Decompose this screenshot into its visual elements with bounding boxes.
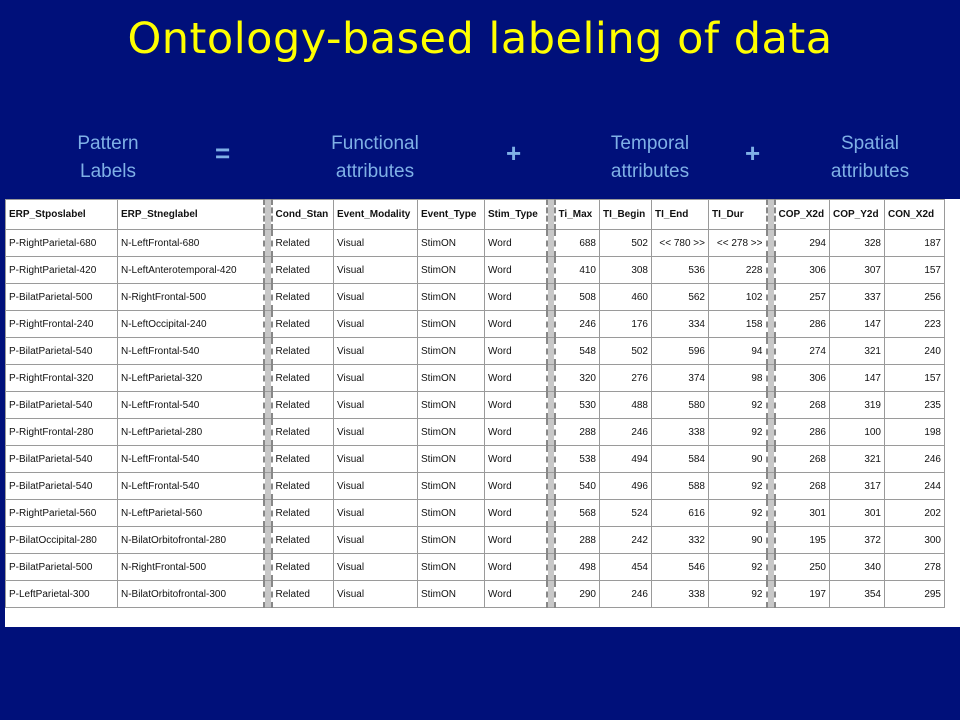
table-cell[interactable]: 288 <box>555 419 600 446</box>
col-header[interactable]: Ti_Max <box>555 200 600 230</box>
column-separator <box>264 257 272 284</box>
table-cell[interactable]: StimON <box>418 419 485 446</box>
table-cell[interactable]: Related <box>272 257 334 284</box>
table-cell[interactable]: 317 <box>830 473 885 500</box>
table-cell[interactable]: 530 <box>555 392 600 419</box>
table-cell[interactable]: Related <box>272 446 334 473</box>
table-cell[interactable]: Word <box>485 257 547 284</box>
table-row <box>6 338 945 365</box>
table-cell[interactable]: 100 <box>830 419 885 446</box>
table-cell[interactable]: 92 <box>709 500 767 527</box>
column-separator <box>547 527 555 554</box>
table-cell[interactable]: 354 <box>830 581 885 608</box>
column-separator <box>767 230 775 257</box>
column-separator <box>767 392 775 419</box>
table-cell[interactable]: N-LeftFrontal-540 <box>118 446 264 473</box>
table-cell[interactable]: 460 <box>600 284 652 311</box>
table-cell[interactable]: 524 <box>600 500 652 527</box>
table-cell[interactable]: 286 <box>775 311 830 338</box>
table-cell[interactable]: Word <box>485 284 547 311</box>
table-cell[interactable]: Related <box>272 473 334 500</box>
column-separator <box>547 284 555 311</box>
table-cell[interactable]: 90 <box>709 527 767 554</box>
table-cell[interactable]: N-RightFrontal-500 <box>118 554 264 581</box>
column-separator <box>264 554 272 581</box>
table-cell[interactable]: 498 <box>555 554 600 581</box>
table-cell[interactable]: 321 <box>830 446 885 473</box>
table-cell[interactable]: N-LeftAnterotemporal-420 <box>118 257 264 284</box>
column-separator <box>264 419 272 446</box>
table-cell[interactable]: 546 <box>652 554 709 581</box>
column-separator <box>264 446 272 473</box>
table-cell[interactable]: 300 <box>885 527 945 554</box>
column-separator <box>547 392 555 419</box>
table-cell[interactable]: 92 <box>709 473 767 500</box>
table-cell[interactable]: 294 <box>775 230 830 257</box>
table-cell[interactable]: N-LeftFrontal-540 <box>118 338 264 365</box>
table-cell[interactable]: StimON <box>418 311 485 338</box>
table-cell[interactable]: 319 <box>830 392 885 419</box>
table-cell[interactable]: Related <box>272 392 334 419</box>
table-cell[interactable]: StimON <box>418 392 485 419</box>
table-cell[interactable]: 290 <box>555 581 600 608</box>
table-cell[interactable]: N-LeftFrontal-540 <box>118 392 264 419</box>
table-cell[interactable]: N-BilatOrbitofrontal-280 <box>118 527 264 554</box>
column-separator <box>767 500 775 527</box>
col-header[interactable]: Stim_Type <box>485 200 547 230</box>
column-separator <box>264 338 272 365</box>
table-cell[interactable]: 540 <box>555 473 600 500</box>
table-cell[interactable]: 301 <box>830 500 885 527</box>
table-cell[interactable]: Visual <box>334 392 418 419</box>
table-cell[interactable]: N-LeftOccipital-240 <box>118 311 264 338</box>
table-cell[interactable]: 246 <box>555 311 600 338</box>
column-separator <box>767 446 775 473</box>
table-cell[interactable]: 246 <box>600 419 652 446</box>
table-cell[interactable]: 157 <box>885 257 945 284</box>
column-separator <box>264 230 272 257</box>
spreadsheet <box>5 199 960 627</box>
table-cell[interactable]: Word <box>485 338 547 365</box>
table-cell[interactable]: 276 <box>600 365 652 392</box>
table-cell[interactable]: Word <box>485 527 547 554</box>
column-separator <box>767 284 775 311</box>
functional-attributes-header: Functional attributes <box>331 133 419 182</box>
col-header[interactable]: ERP_Stneglabel <box>118 200 264 230</box>
table-row <box>6 419 945 446</box>
table-cell[interactable]: 688 <box>555 230 600 257</box>
table-cell[interactable]: 198 <box>885 419 945 446</box>
table-cell[interactable]: Visual <box>334 257 418 284</box>
table-cell[interactable]: 374 <box>652 365 709 392</box>
table-cell[interactable]: Visual <box>334 338 418 365</box>
table-cell[interactable]: Visual <box>334 284 418 311</box>
table-cell[interactable]: 332 <box>652 527 709 554</box>
table-row <box>6 284 945 311</box>
col-header[interactable]: Event_Modality <box>334 200 418 230</box>
table-cell[interactable]: << 278 >> <box>709 230 767 257</box>
col-header[interactable]: TI_End <box>652 200 709 230</box>
table-cell[interactable]: 334 <box>652 311 709 338</box>
table-cell[interactable]: 240 <box>885 338 945 365</box>
table-cell[interactable]: 288 <box>555 527 600 554</box>
column-separator <box>547 257 555 284</box>
table-cell[interactable]: 242 <box>600 527 652 554</box>
table-cell[interactable]: 268 <box>775 392 830 419</box>
col-header[interactable]: TI_Dur <box>709 200 767 230</box>
column-separator <box>767 338 775 365</box>
table-row <box>6 581 945 608</box>
table-cell[interactable]: Visual <box>334 527 418 554</box>
table-cell[interactable]: 268 <box>775 473 830 500</box>
column-separator <box>264 284 272 311</box>
table-cell[interactable]: 250 <box>775 554 830 581</box>
col-header[interactable]: COP_Y2d <box>830 200 885 230</box>
table-cell[interactable]: 301 <box>775 500 830 527</box>
slide-title: Ontology-based labeling of data <box>127 14 833 64</box>
table-cell[interactable]: StimON <box>418 446 485 473</box>
column-separator <box>767 200 775 230</box>
table-cell[interactable]: Related <box>272 284 334 311</box>
data-table <box>5 199 945 608</box>
table-cell[interactable]: 454 <box>600 554 652 581</box>
table-cell[interactable]: 246 <box>885 446 945 473</box>
table-cell[interactable]: 338 <box>652 419 709 446</box>
table-cell[interactable]: 246 <box>600 581 652 608</box>
column-separator <box>767 365 775 392</box>
plus-sign-2: + <box>745 138 761 168</box>
table-cell[interactable]: N-LeftFrontal-540 <box>118 473 264 500</box>
table-row <box>6 554 945 581</box>
table-cell[interactable]: 158 <box>709 311 767 338</box>
table-cell[interactable]: Related <box>272 527 334 554</box>
table-cell[interactable]: P-BilatParietal-540 <box>6 338 118 365</box>
table-cell[interactable]: 562 <box>652 284 709 311</box>
table-cell[interactable]: Word <box>485 500 547 527</box>
column-separator <box>767 527 775 554</box>
table-row <box>6 446 945 473</box>
table-cell[interactable]: Visual <box>334 473 418 500</box>
table-cell[interactable]: 321 <box>830 338 885 365</box>
table-cell[interactable]: N-BilatOrbitofrontal-300 <box>118 581 264 608</box>
table-cell[interactable]: 536 <box>652 257 709 284</box>
table-cell[interactable]: Related <box>272 419 334 446</box>
column-separator <box>547 338 555 365</box>
table-cell[interactable]: 410 <box>555 257 600 284</box>
table-cell[interactable]: 295 <box>885 581 945 608</box>
table-cell[interactable]: StimON <box>418 230 485 257</box>
table-cell[interactable]: P-BilatParietal-540 <box>6 473 118 500</box>
table-cell[interactable]: 320 <box>555 365 600 392</box>
column-separator <box>767 554 775 581</box>
table-cell[interactable]: 223 <box>885 311 945 338</box>
table-cell[interactable]: 548 <box>555 338 600 365</box>
column-separator <box>547 419 555 446</box>
table-cell[interactable]: P-RightFrontal-320 <box>6 365 118 392</box>
column-separator <box>264 527 272 554</box>
table-row <box>6 230 945 257</box>
table-cell[interactable]: Word <box>485 581 547 608</box>
table-cell[interactable]: Related <box>272 500 334 527</box>
column-separator <box>767 419 775 446</box>
table-cell[interactable]: P-BilatOccipital-280 <box>6 527 118 554</box>
table-cell[interactable]: 92 <box>709 419 767 446</box>
table-cell[interactable]: 502 <box>600 338 652 365</box>
table-cell[interactable]: StimON <box>418 284 485 311</box>
col-header[interactable]: Event_Type <box>418 200 485 230</box>
column-separator <box>264 500 272 527</box>
table-cell[interactable]: P-RightParietal-680 <box>6 230 118 257</box>
column-separator <box>547 446 555 473</box>
table-cell[interactable]: 584 <box>652 446 709 473</box>
column-separator <box>264 473 272 500</box>
table-cell[interactable]: StimON <box>418 581 485 608</box>
table-cell[interactable]: Visual <box>334 311 418 338</box>
column-separator <box>767 257 775 284</box>
table-cell[interactable]: StimON <box>418 527 485 554</box>
table-cell[interactable]: 268 <box>775 446 830 473</box>
table-row <box>6 257 945 284</box>
column-separator <box>547 311 555 338</box>
col-header[interactable]: Cond_Stan <box>272 200 334 230</box>
table-cell[interactable]: Visual <box>334 446 418 473</box>
col-header[interactable]: ERP_Stposlabel <box>6 200 118 230</box>
table-cell[interactable]: P-LeftParietal-300 <box>6 581 118 608</box>
table-cell[interactable]: Word <box>485 446 547 473</box>
table-cell[interactable]: StimON <box>418 500 485 527</box>
plus-sign-1: + <box>506 138 522 168</box>
table-cell[interactable]: 202 <box>885 500 945 527</box>
column-separator <box>264 392 272 419</box>
equals-sign: = <box>215 138 231 168</box>
table-cell[interactable]: N-LeftParietal-280 <box>118 419 264 446</box>
table-cell[interactable]: Word <box>485 311 547 338</box>
table-cell[interactable]: Visual <box>334 500 418 527</box>
table-cell[interactable]: Word <box>485 473 547 500</box>
table-cell[interactable]: Related <box>272 230 334 257</box>
table-cell[interactable]: 502 <box>600 230 652 257</box>
table-row <box>6 500 945 527</box>
col-header[interactable]: TI_Begin <box>600 200 652 230</box>
table-cell[interactable]: Related <box>272 581 334 608</box>
table-cell[interactable]: 328 <box>830 230 885 257</box>
table-cell[interactable]: 372 <box>830 527 885 554</box>
table-cell[interactable]: N-RightFrontal-500 <box>118 284 264 311</box>
table-cell[interactable]: P-RightFrontal-240 <box>6 311 118 338</box>
table-row <box>6 311 945 338</box>
col-header[interactable]: CON_X2d <box>885 200 945 230</box>
table-row <box>6 392 945 419</box>
table-cell[interactable]: Visual <box>334 581 418 608</box>
column-separator <box>547 473 555 500</box>
table-cell[interactable]: Word <box>485 554 547 581</box>
table-cell[interactable]: 147 <box>830 365 885 392</box>
table-row <box>6 365 945 392</box>
table-cell[interactable]: 337 <box>830 284 885 311</box>
table-cell[interactable]: 92 <box>709 554 767 581</box>
table-row <box>6 473 945 500</box>
table-cell[interactable]: StimON <box>418 554 485 581</box>
table-cell[interactable]: 308 <box>600 257 652 284</box>
table-cell[interactable]: Visual <box>334 365 418 392</box>
table-cell[interactable]: 588 <box>652 473 709 500</box>
table-cell[interactable]: 568 <box>555 500 600 527</box>
table-cell[interactable]: Related <box>272 365 334 392</box>
table-cell[interactable]: 616 <box>652 500 709 527</box>
table-cell[interactable]: 98 <box>709 365 767 392</box>
table-cell[interactable]: 538 <box>555 446 600 473</box>
table-cell[interactable]: 187 <box>885 230 945 257</box>
table-cell[interactable]: 340 <box>830 554 885 581</box>
column-separator <box>264 311 272 338</box>
table-cell[interactable]: Word <box>485 365 547 392</box>
table-cell[interactable]: 488 <box>600 392 652 419</box>
table-cell[interactable]: 92 <box>709 581 767 608</box>
table-cell[interactable]: 596 <box>652 338 709 365</box>
table-cell[interactable]: 274 <box>775 338 830 365</box>
table-cell[interactable]: StimON <box>418 365 485 392</box>
table-cell[interactable]: 580 <box>652 392 709 419</box>
column-separator <box>547 200 555 230</box>
table-cell[interactable]: 256 <box>885 284 945 311</box>
column-separator <box>264 200 272 230</box>
table-cell[interactable]: Related <box>272 554 334 581</box>
table-cell[interactable]: 235 <box>885 392 945 419</box>
table-cell[interactable]: 338 <box>652 581 709 608</box>
column-separator <box>547 500 555 527</box>
table-cell[interactable]: P-RightParietal-420 <box>6 257 118 284</box>
table-cell[interactable]: N-LeftParietal-560 <box>118 500 264 527</box>
table-cell[interactable]: Word <box>485 392 547 419</box>
table-cell[interactable]: 306 <box>775 365 830 392</box>
table-cell[interactable]: 195 <box>775 527 830 554</box>
table-cell[interactable]: P-BilatParietal-500 <box>6 284 118 311</box>
column-separator <box>547 554 555 581</box>
table-cell[interactable]: N-LeftParietal-320 <box>118 365 264 392</box>
table-cell[interactable]: 286 <box>775 419 830 446</box>
table-cell[interactable]: P-RightParietal-560 <box>6 500 118 527</box>
table-cell[interactable]: N-LeftFrontal-680 <box>118 230 264 257</box>
table-cell[interactable]: P-BilatParietal-500 <box>6 554 118 581</box>
table-cell[interactable]: 494 <box>600 446 652 473</box>
table-cell[interactable]: 278 <box>885 554 945 581</box>
header-row <box>6 200 945 230</box>
table-cell[interactable]: 197 <box>775 581 830 608</box>
table-cell[interactable]: Word <box>485 230 547 257</box>
table-cell[interactable]: P-RightFrontal-280 <box>6 419 118 446</box>
column-separator <box>547 581 555 608</box>
table-cell[interactable]: 94 <box>709 338 767 365</box>
table-row <box>6 527 945 554</box>
column-separator <box>767 581 775 608</box>
table-cell[interactable]: 157 <box>885 365 945 392</box>
table-cell[interactable]: 244 <box>885 473 945 500</box>
col-header[interactable]: COP_X2d <box>775 200 830 230</box>
table-cell[interactable]: StimON <box>418 257 485 284</box>
table-cell[interactable]: Visual <box>334 419 418 446</box>
table-cell[interactable]: StimON <box>418 473 485 500</box>
table-cell[interactable]: StimON <box>418 338 485 365</box>
table-cell[interactable]: 306 <box>775 257 830 284</box>
table-cell[interactable]: 228 <box>709 257 767 284</box>
table-cell[interactable]: 92 <box>709 392 767 419</box>
table-cell[interactable]: Visual <box>334 230 418 257</box>
column-separator <box>767 473 775 500</box>
table-cell[interactable]: 176 <box>600 311 652 338</box>
table-cell[interactable]: P-BilatParietal-540 <box>6 392 118 419</box>
table-cell[interactable]: 257 <box>775 284 830 311</box>
table-cell[interactable]: << 780 >> <box>652 230 709 257</box>
table-cell[interactable]: Related <box>272 311 334 338</box>
pattern-labels-header: Pattern Labels <box>77 133 139 182</box>
table-cell[interactable]: P-BilatParietal-540 <box>6 446 118 473</box>
column-separator <box>547 365 555 392</box>
table-cell[interactable]: 508 <box>555 284 600 311</box>
table-cell[interactable]: Word <box>485 419 547 446</box>
column-separator <box>767 311 775 338</box>
spatial-attributes-header: Spatial attributes <box>830 133 910 182</box>
column-separator <box>264 365 272 392</box>
temporal-attributes-header: Temporal attributes <box>610 133 690 182</box>
table-cell[interactable]: Visual <box>334 554 418 581</box>
table-cell[interactable]: 102 <box>709 284 767 311</box>
column-separator <box>264 581 272 608</box>
table-cell[interactable]: 496 <box>600 473 652 500</box>
column-separator <box>547 230 555 257</box>
table-cell[interactable]: 147 <box>830 311 885 338</box>
table-cell[interactable]: Related <box>272 338 334 365</box>
table-cell[interactable]: 90 <box>709 446 767 473</box>
table-body <box>6 230 945 608</box>
table-cell[interactable]: 307 <box>830 257 885 284</box>
